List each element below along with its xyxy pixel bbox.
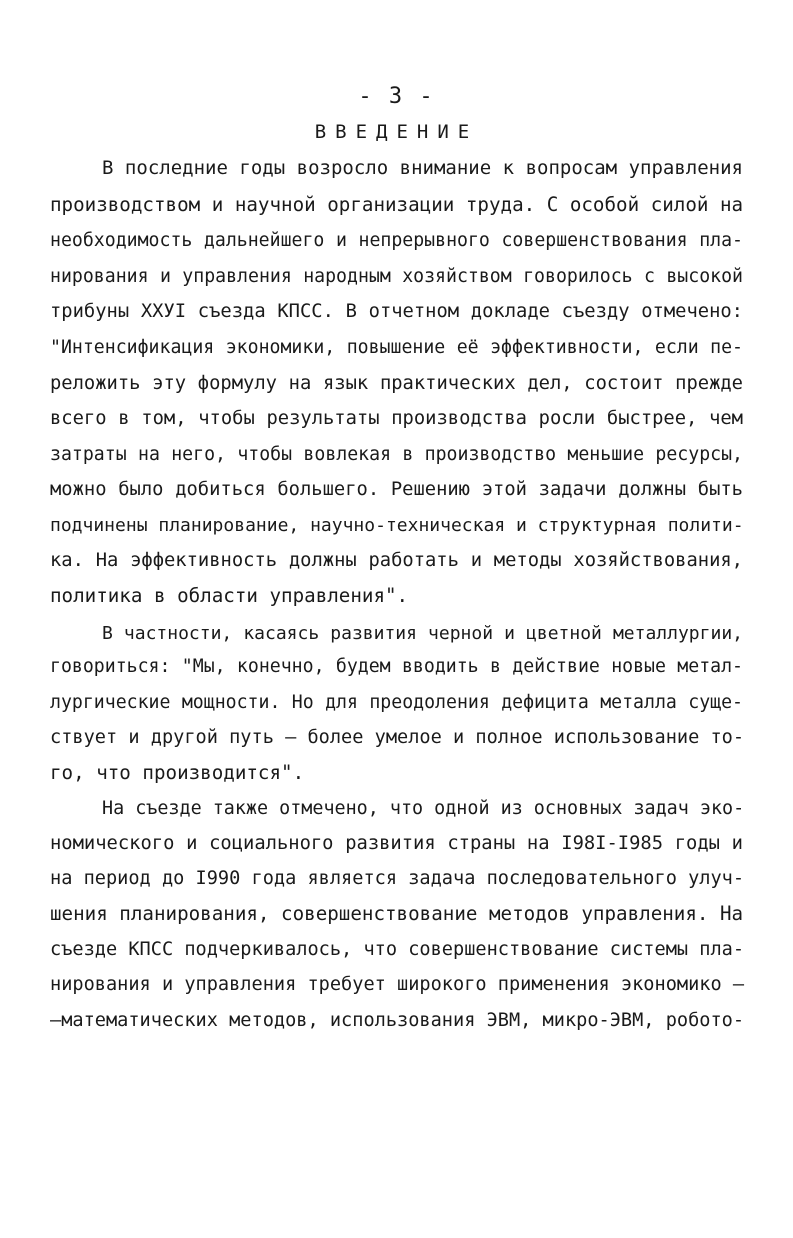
paragraph-3-line-2: номического и социального развития страны на I98I-I985 годы и — [50, 833, 743, 854]
page-number: - 3 - — [358, 84, 435, 109]
paragraph-3-line-4: шения планирования, совершенствование методов управления. На — [50, 902, 744, 925]
paragraph-1-line-2: производством и научной организации труда. С особой силой на — [50, 193, 744, 216]
paragraph-2-line-2: говориться: "Мы, конечно, будем вводить в действие новые метал- — [50, 656, 743, 677]
paragraph-2-line-5: го, что производится". — [50, 761, 305, 784]
paragraph-1-line-9: затраты на него, чтобы вовлекая в производство меньшие ресурсы, — [50, 444, 743, 465]
paragraph-1-line-4: нирования и управления народным хозяйством говорилось с высокой — [50, 266, 743, 287]
paragraph-1-line-11: подчинены планирование, научно-техническая и структурная полити- — [50, 515, 744, 536]
paragraph-1-line-13: политика в области управления". — [50, 584, 409, 607]
paragraph-2-line-4: ствует и другой путь – более умелое и полное использование то- — [50, 727, 745, 748]
paragraph-1-line-5: трибуны ХХУI съезда КПСС. В отчетном докладе съезду отмечено: — [50, 301, 743, 322]
paragraph-3-line-5: съезде КПСС подчеркивалось, что совершенствование системы пла- — [50, 939, 745, 960]
paragraph-1-line-10: можно было добиться большего. Решению этой задачи должны быть — [50, 479, 743, 500]
paragraph-1-line-3: необходимость дальнейшего и непрерывного совершенствования пла- — [50, 230, 743, 251]
paragraph-2-line-1: В частности, касаясь развития черной и цветной металлургии, — [102, 623, 743, 644]
paragraph-3-line-3: на период до I990 года является задача последовательного улуч- — [50, 868, 745, 889]
paragraph-3-line-7: –математических методов, использования ЭВМ, микро-ЭВМ, робото- — [50, 1010, 745, 1031]
section-heading: ВВЕДЕНИЕ — [314, 121, 479, 143]
paragraph-1-line-6: "Интенсификация экономики, повышение её эффективности, если пе- — [50, 337, 743, 358]
paragraph-3-line-6: нирования и управления требует широкого применения экономико – — [50, 974, 745, 995]
paragraph-2-line-3: лургические мощности. Но для преодоления дефицита металла суще- — [50, 692, 743, 713]
paragraph-3-line-1: На съезде также отмечено, что одной из основных задач эко- — [102, 798, 745, 819]
paragraph-1-line-1: В последние годы возросло внимание к вопросам управления — [102, 157, 743, 179]
paragraph-1-line-12: ка. На эффективность должны работать и методы хозяйствования, — [50, 550, 743, 571]
paragraph-1-line-8: всего в том, чтобы результаты производства росли быстрее, чем — [50, 408, 743, 429]
paragraph-1-line-7: реложить эту формулу на язык практических дел, состоит прежде — [50, 373, 743, 394]
